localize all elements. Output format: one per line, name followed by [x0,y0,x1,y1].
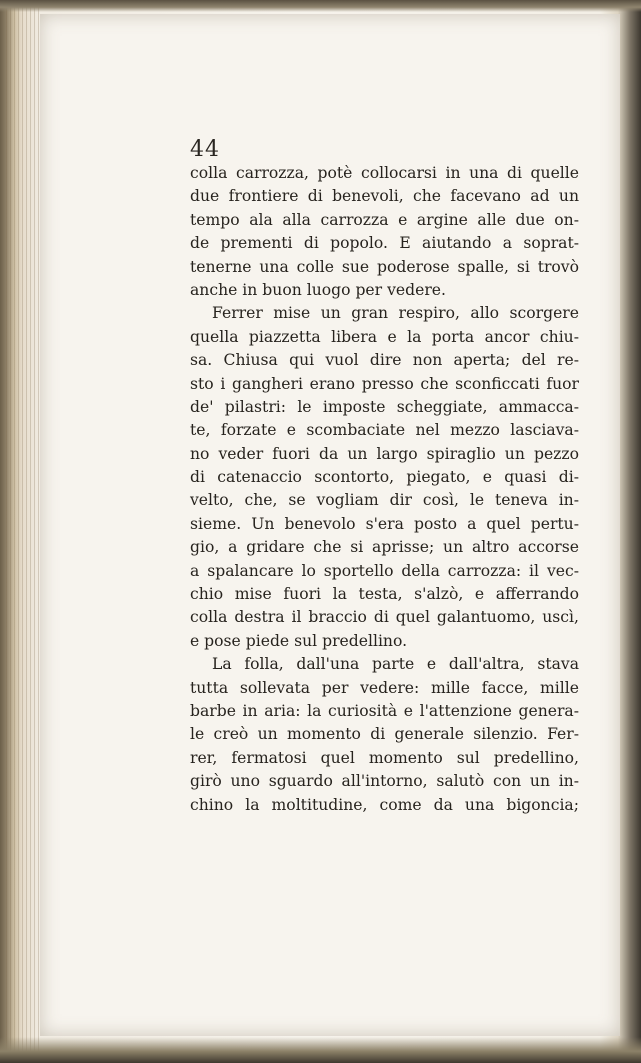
text-line: colla carrozza, potè collocarsi in una di quelle [190,164,579,182]
text-line: gio, a gridare che si aprisse; un altro accorse [190,538,579,557]
text-line: te, forzate e scombaciate nel mezzo lasciava- [190,421,579,440]
text-line: e pose piede sul predellino. [190,631,408,650]
text-line: chio mise fuori la testa, s'alzò, e afferrando [190,585,579,604]
text-line: barbe in aria: la curiosità e l'attenzione genera- [190,701,579,720]
text-line: sa. Chiusa qui vuol dire non aperta; del re- [190,351,579,370]
book-gutter [6,0,40,1063]
body-text [190,162,579,817]
paragraph-start-line: Ferrer mise un gran respiro, allo scorgere [212,304,579,323]
text-line: no veder fuori da un largo spiraglio un pezzo [190,444,579,463]
text-line: quella piazzetta libera e la porta ancor chiu- [190,327,579,346]
text-line: tempo ala alla carrozza e argine alle due on- [190,210,579,229]
paragraph-start-line: La folla, dall'una parte e dall'altra, stava [212,655,579,674]
text-line: colla destra il braccio di quel galantuomo, uscì, [190,608,579,627]
text-line: anche in buon luogo per vedere. [190,280,446,299]
page-number: 44 [190,137,220,162]
text-line: tutta sollevata per vedere: mille facce, mille [190,678,579,697]
text-line: a spalancare lo sportello della carrozza: il vec- [190,561,579,580]
top-page-edge [0,0,641,12]
text-line: rer, fermatosi quel momento sul predellino, [190,748,579,767]
text-line: girò uno sguardo all'intorno, salutò con un in- [190,772,579,791]
text-line: tenerne una colle sue poderose spalle, si trovò [190,257,579,276]
text-line: velto, che, se vogliam dir così, le teneva in- [190,491,579,510]
text-line: le creò un momento di generale silenzio. Fer- [190,725,579,744]
text-line: de' pilastri: le imposte scheggiate, ammacca- [190,397,579,416]
text-line: de prementi di popolo. E aiutando a soprat- [190,234,579,253]
text-line: sto i gangheri erano presso che sconficcati fuor [190,374,579,393]
text-line: di catenaccio scontorto, piegato, e quasi di- [190,468,579,487]
text-line: chino la moltitudine, come da una bigoncia; [190,795,579,814]
bottom-page-edge [0,1037,641,1063]
text-line: due frontiere di benevoli, che facevano ad un [190,187,579,206]
text-line: sieme. Un benevolo s'era posto a quel pertu- [190,514,579,533]
